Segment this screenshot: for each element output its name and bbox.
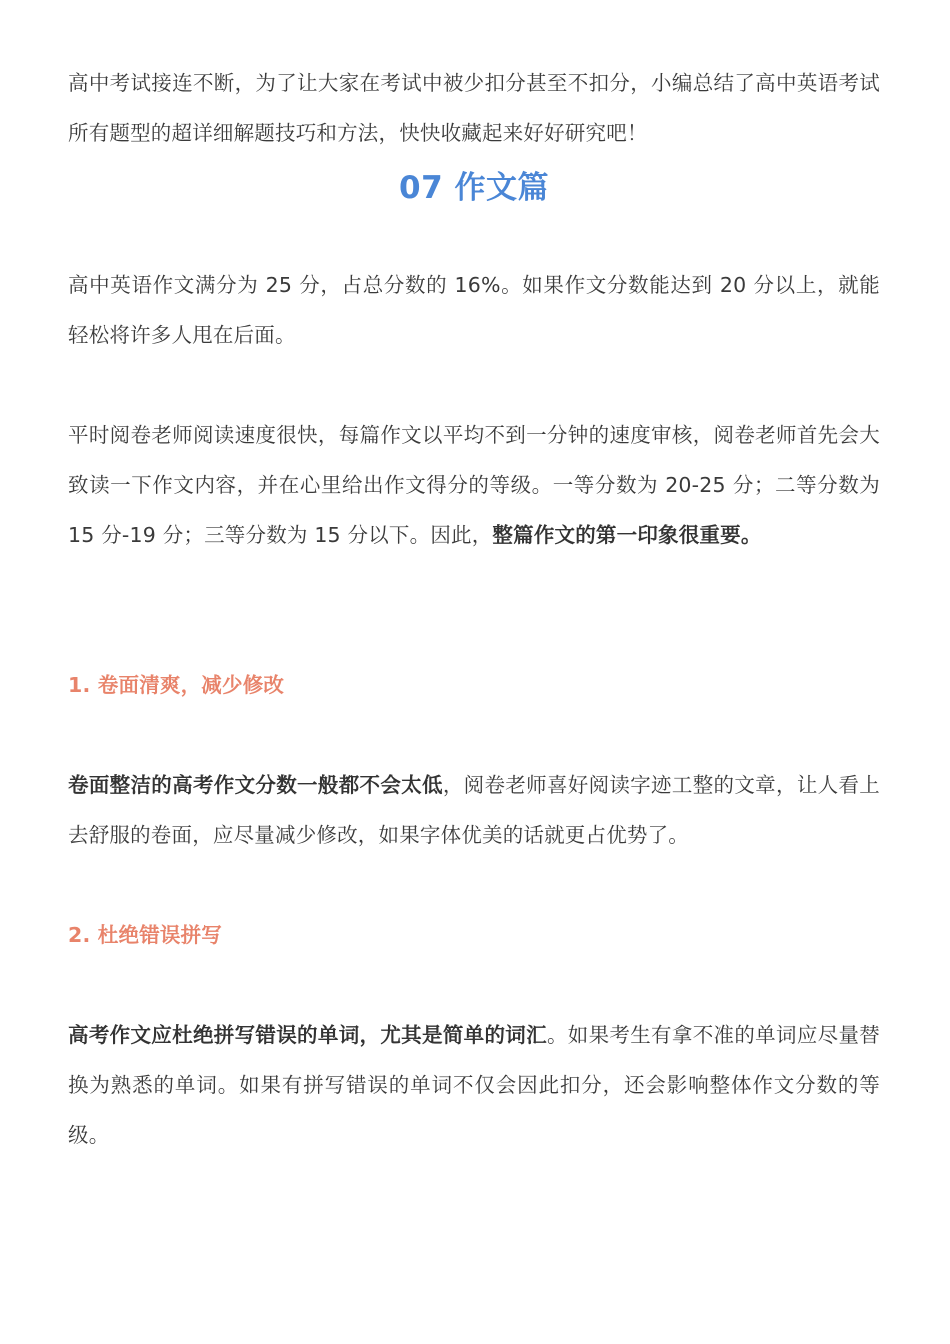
page-title: 07 作文篇: [399, 170, 549, 206]
spelling-emphasis: 高考作文应杜绝拼写错误的单词，尤其是简单的词汇: [68, 1023, 547, 1047]
spacer: [68, 210, 880, 260]
spacer: [68, 960, 880, 1010]
spacer: [68, 560, 880, 660]
neatness-emphasis: 卷面整洁的高考作文分数一般都不会太低: [68, 773, 443, 797]
spacer: [68, 860, 880, 910]
grading-text: 平时阅卷老师阅读速度很快，每篇作文以平均不到一分钟的速度审核，阅卷老师首先会大致读一下作文内容，并在心里给出作文得分的等级。一等分数为 20-25 分；二等分数为 15 分-19 分；三等分数为 15 分以下。因此，: [68, 423, 880, 547]
spacer: [68, 360, 880, 410]
section-heading-neatness: 1. 卷面清爽，减少修改: [68, 673, 285, 697]
spelling-paragraph: [68, 1010, 880, 1160]
intro-paragraph: 高中考试接连不断，为了让大家在考试中被少扣分甚至不扣分，小编总结了高中英语考试所有题型的超详细解题技巧和方法，快快收藏起来好好研究吧！: [68, 71, 880, 145]
grading-paragraph: [68, 410, 880, 560]
neatness-text: ，阅卷老师喜好阅读字迹工整的文章，让人看上去舒服的卷面，应尽量减少修改，如果字体优美的话就更占优势了。: [68, 773, 880, 847]
section-heading-spelling: 2. 杜绝错误拼写: [68, 923, 222, 947]
spelling-text: 。如果考生有拿不准的单词应尽量替换为熟悉的单词。如果有拼写错误的单词不仅会因此扣分，还会影响整体作文分数的等级。: [68, 1023, 880, 1147]
neatness-paragraph: [68, 760, 880, 860]
grading-emphasis: 整篇作文的第一印象很重要。: [492, 523, 762, 547]
spacer: [68, 710, 880, 760]
score-paragraph: 高中英语作文满分为 25 分，占总分数的 16%。如果作文分数能达到 20 分以上，就能轻松将许多人甩在后面。: [68, 273, 880, 347]
article-body: [68, 58, 880, 1160]
